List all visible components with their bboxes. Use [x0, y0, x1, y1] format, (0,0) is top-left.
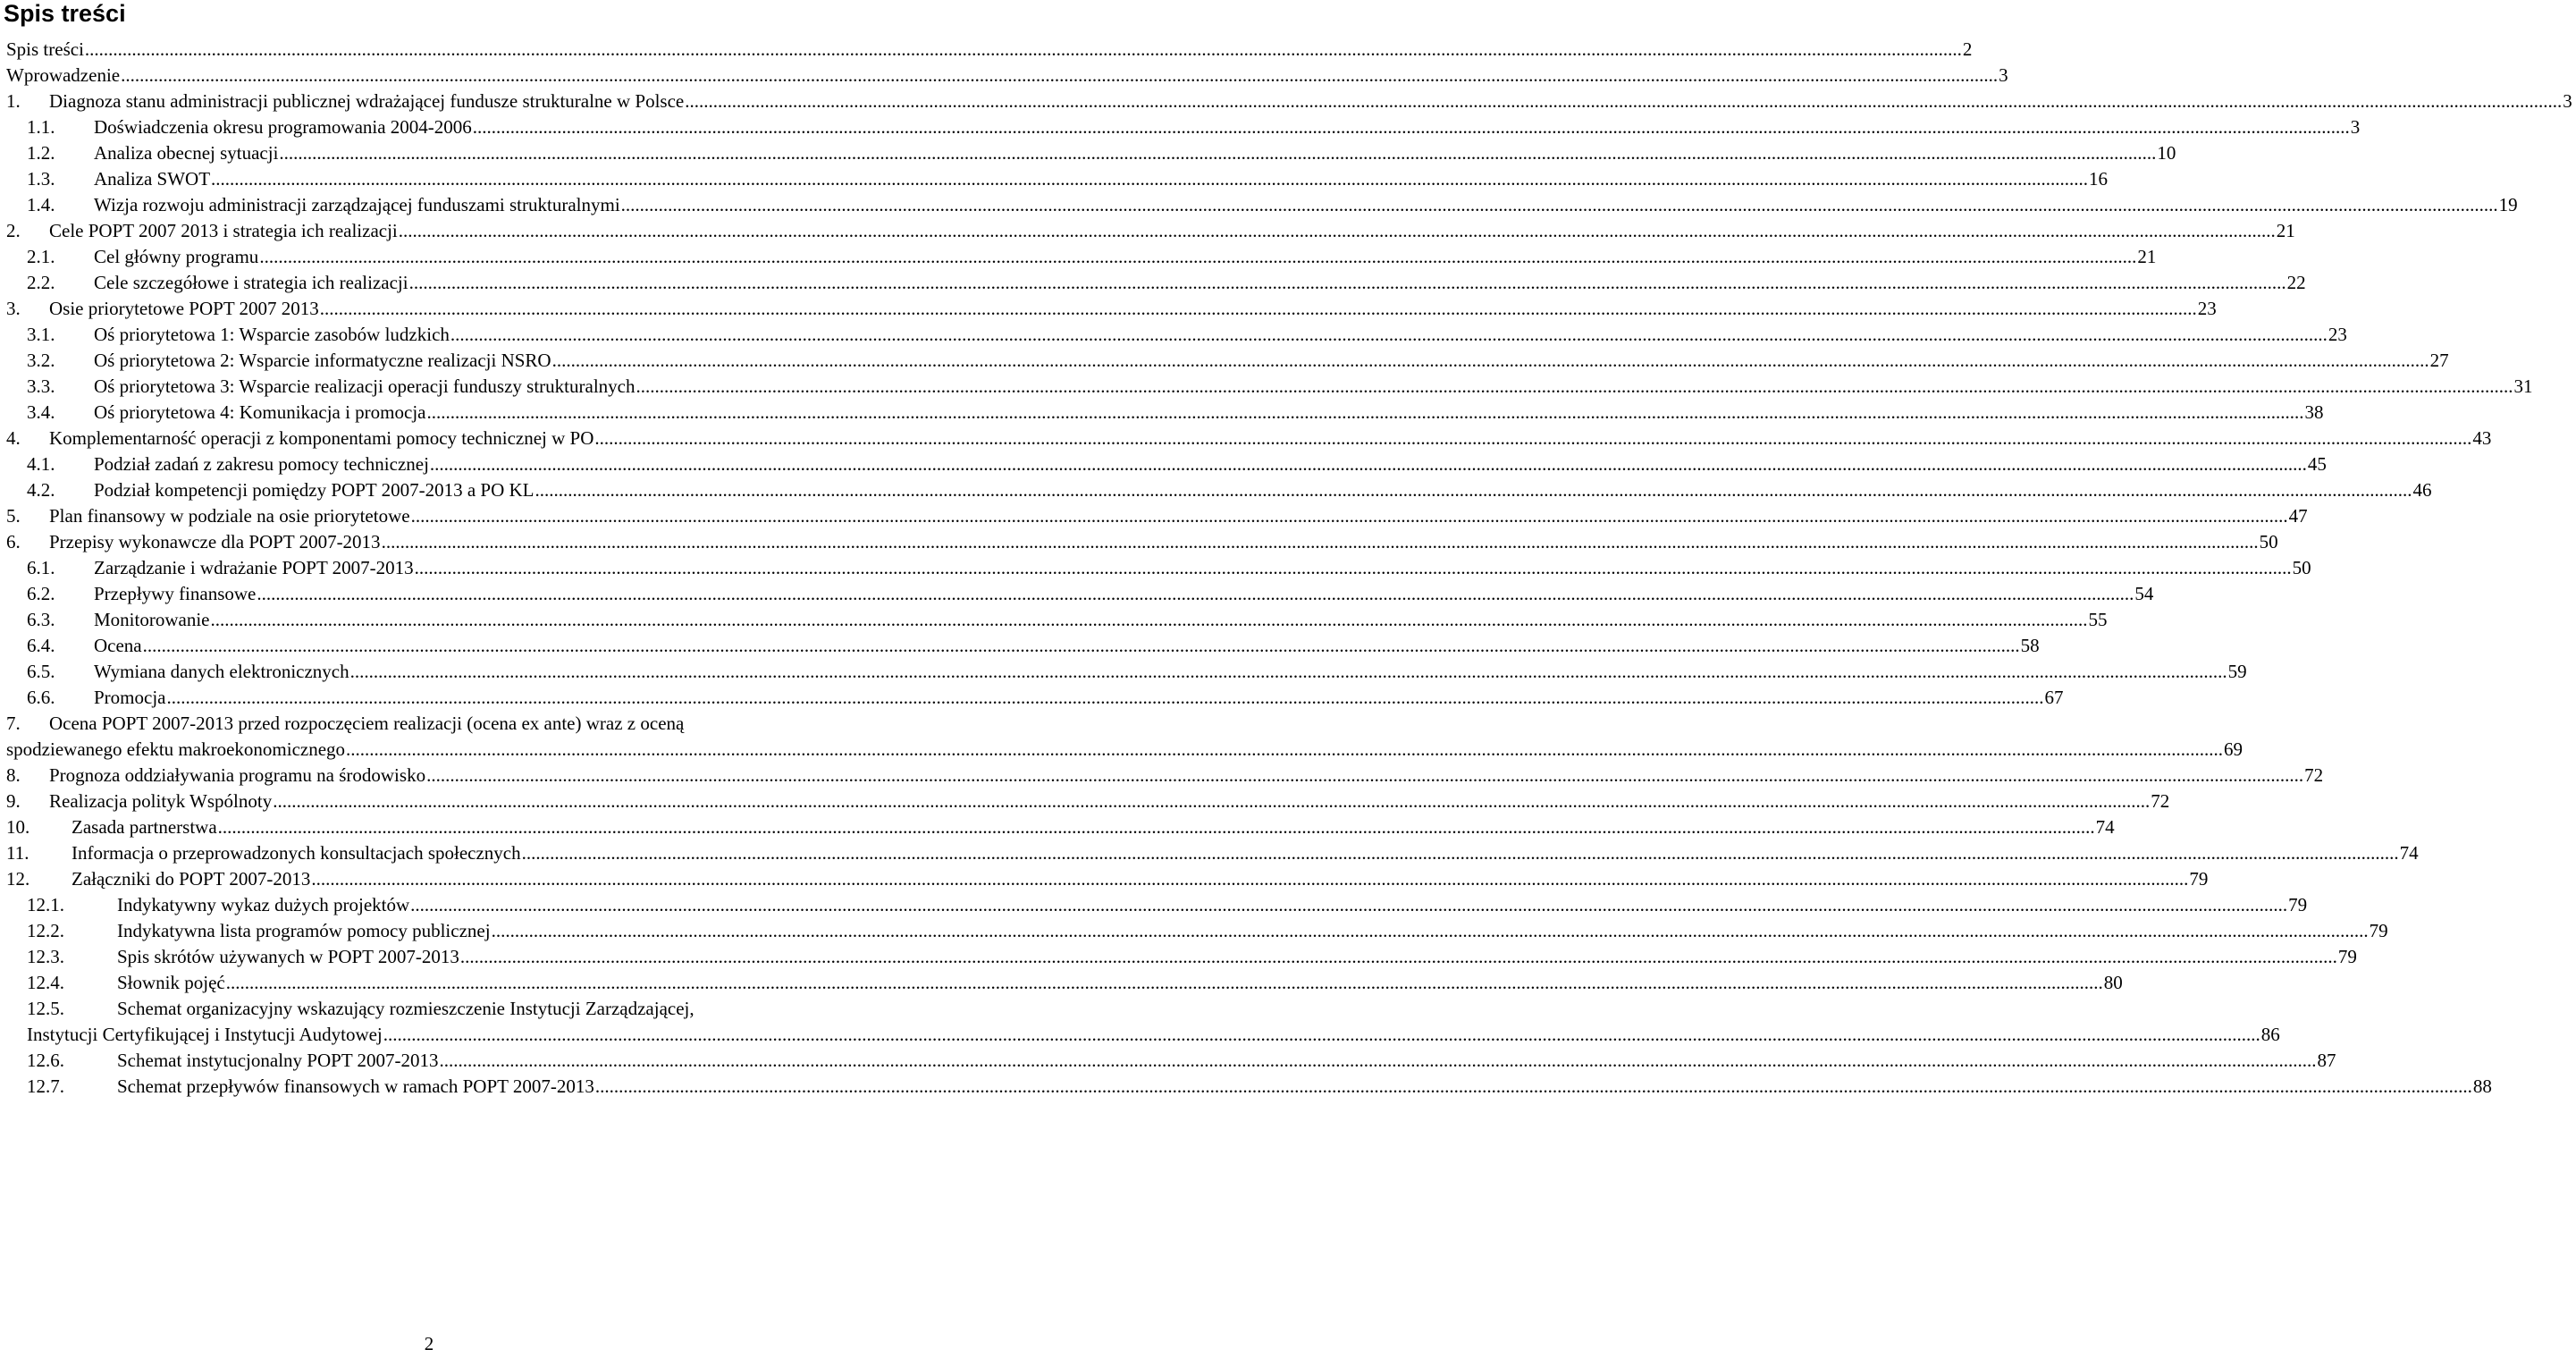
toc-entry-title: Oś priorytetowa 2: Wsparcie informatyczne realizacji NSRO [94, 350, 551, 371]
toc-leader-dots: ................................................................................................................................................................................................................................................................................................................................................................................................................ [459, 946, 2337, 967]
toc-entry-number: 6. [6, 531, 21, 552]
toc-entry-page: 50 [2292, 557, 2311, 578]
toc-entry-page: 59 [2227, 661, 2247, 682]
toc-leader-dots: ................................................................................................................................................................................................................................................................................................................................................................................................................ [259, 246, 2137, 267]
toc-leader-dots: ................................................................................................................................................................................................................................................................................................................................................................................................................ [217, 816, 2095, 838]
toc-entry-title: Cel główny programu [94, 246, 259, 267]
toc-entry[interactable] [0, 996, 2280, 1048]
toc-entry[interactable] [0, 789, 2170, 814]
toc-entry-page: 16 [2089, 168, 2109, 190]
toc-entry[interactable] [0, 89, 2572, 114]
toc-entry[interactable] [0, 840, 2419, 866]
toc-leader-dots: ................................................................................................................................................................................................................................................................................................................................................................................................................ [408, 272, 2286, 293]
toc-entry-page: 21 [2276, 220, 2295, 241]
toc-entry-page: 54 [2134, 583, 2154, 604]
toc-entry-page: 3 [2350, 116, 2361, 138]
toc-entry-page: 27 [2429, 350, 2449, 371]
toc-entry-page: 21 [2137, 246, 2157, 267]
toc-entry[interactable] [0, 37, 1973, 63]
toc-entry-number: 12.2. [27, 920, 64, 941]
toc-leader-dots: ................................................................................................................................................................................................................................................................................................................................................................................................................ [439, 1050, 2317, 1071]
toc-entry[interactable] [0, 555, 2311, 581]
toc-entry-title: Plan finansowy w podziale na osie priorytetowe [49, 505, 410, 527]
toc-entry[interactable] [0, 1074, 2492, 1100]
toc-entry-page: 74 [2399, 842, 2419, 864]
toc-entry-title-continued: Instytucji Certyfikującej i Instytucji Audytowej [27, 1024, 383, 1045]
toc-entry[interactable] [0, 763, 2324, 789]
toc-entry-title: Schemat organizacyjny wskazujący rozmieszczenie Instytucji Zarządzającej, [117, 998, 695, 1019]
toc-entry-page: 72 [2304, 764, 2324, 786]
toc-leader-dots: ................................................................................................................................................................................................................................................................................................................................................................................................................ [521, 842, 2399, 864]
toc-entry-page: 31 [2513, 375, 2533, 397]
toc-entry-number: 4. [6, 427, 21, 449]
toc-entry-page: 69 [2224, 738, 2243, 760]
toc-entry-title: Ocena POPT 2007-2013 przed rozpoczęciem realizacji (ocena ex ante) wraz z oceną [49, 713, 685, 734]
toc-entry-number: 6.4. [27, 635, 55, 656]
toc-entry-title: Przepisy wykonawcze dla POPT 2007-2013 [49, 531, 381, 552]
toc-entry-title: Cele szczegółowe i strategia ich realizacji [94, 272, 408, 293]
toc-entry-title: Monitorowanie [94, 609, 210, 630]
toc-entry[interactable] [0, 581, 2154, 607]
toc-entry-number: 8. [6, 764, 21, 786]
toc-entry[interactable] [0, 166, 2109, 192]
toc-leader-dots: ................................................................................................................................................................................................................................................................................................................................................................................................................ [472, 116, 2350, 138]
toc-entry[interactable] [0, 659, 2247, 685]
toc-leader-dots: ................................................................................................................................................................................................................................................................................................................................................................................................................ [349, 661, 2227, 682]
toc-entry-number: 12.4. [27, 972, 64, 993]
toc-entry[interactable] [0, 140, 2176, 166]
toc-leader-dots: ................................................................................................................................................................................................................................................................................................................................................................................................................ [414, 557, 2292, 578]
page-title: Spis treści [4, 0, 126, 27]
toc-entry-number: 9. [6, 790, 21, 812]
toc-entry-title: Wprowadzenie [6, 64, 121, 86]
toc-entry[interactable] [0, 400, 2324, 426]
toc-entry-page: 80 [2103, 972, 2123, 993]
toc-entry-page: 88 [2472, 1075, 2492, 1097]
toc-leader-dots: ................................................................................................................................................................................................................................................................................................................................................................................................................ [257, 583, 2134, 604]
toc-entry-page: 23 [2328, 324, 2347, 345]
toc-entry[interactable] [0, 607, 2108, 633]
toc-entry[interactable] [0, 866, 2209, 892]
toc-entry[interactable] [0, 114, 2361, 140]
toc-entry[interactable] [0, 633, 2040, 659]
toc-entry-number: 10. [6, 816, 30, 838]
toc-leader-dots: ................................................................................................................................................................................................................................................................................................................................................................................................................ [426, 401, 2304, 423]
toc-entry-title: Informacja o przeprowadzonych konsultacjach społecznych [72, 842, 521, 864]
toc-leader-dots: ................................................................................................................................................................................................................................................................................................................................................................................................................ [594, 1075, 2472, 1097]
toc-entry-page: 46 [2412, 479, 2432, 501]
toc-leader-dots: ................................................................................................................................................................................................................................................................................................................................................................................................................ [84, 38, 1962, 60]
toc-entry-number: 12.1. [27, 894, 64, 915]
toc-entry-number: 3. [6, 298, 21, 319]
toc-entry-page: 72 [2151, 790, 2170, 812]
toc-entry-title: Podział zadań z zakresu pomocy technicznej [94, 453, 429, 475]
toc-entry-page: 19 [2498, 194, 2518, 215]
toc-entry-title: Oś priorytetowa 4: Komunikacja i promocja [94, 401, 426, 423]
toc-entry-page: 38 [2304, 401, 2324, 423]
table-of-contents [0, 37, 2572, 1100]
toc-entry-page: 10 [2157, 142, 2176, 164]
toc-entry-title: Promocja [94, 687, 166, 708]
toc-entry[interactable] [0, 374, 2533, 400]
toc-leader-dots: ................................................................................................................................................................................................................................................................................................................................................................................................................ [410, 505, 2288, 527]
toc-leader-dots: ................................................................................................................................................................................................................................................................................................................................................................................................................ [346, 738, 2224, 760]
toc-entry-number: 11. [6, 842, 29, 864]
toc-entry-page: 79 [2369, 920, 2388, 941]
toc-entry-page: 50 [2259, 531, 2278, 552]
toc-entry[interactable] [0, 192, 2518, 218]
toc-entry-number: 2.1. [27, 246, 55, 267]
toc-leader-dots: ................................................................................................................................................................................................................................................................................................................................................................................................................ [429, 453, 2307, 475]
toc-leader-dots: ................................................................................................................................................................................................................................................................................................................................................................................................................ [636, 375, 2513, 397]
toc-entry-title: Oś priorytetowa 1: Wsparcie zasobów ludzkich [94, 324, 450, 345]
toc-entry[interactable] [0, 477, 2432, 503]
toc-entry[interactable] [0, 814, 2115, 840]
toc-entry-number: 7. [6, 713, 21, 734]
toc-entry-title: Spis skrótów używanych w POPT 2007-2013 [117, 946, 459, 967]
toc-entry-number: 3.3. [27, 375, 55, 397]
toc-leader-dots: ................................................................................................................................................................................................................................................................................................................................................................................................................ [381, 531, 2259, 552]
toc-entry-title: Doświadczenia okresu programowania 2004-2006 [94, 116, 472, 138]
toc-entry-number: 12. [6, 868, 30, 890]
toc-leader-dots: ................................................................................................................................................................................................................................................................................................................................................................................................................ [620, 194, 2498, 215]
toc-leader-dots: ................................................................................................................................................................................................................................................................................................................................................................................................................ [594, 427, 2472, 449]
toc-entry-title: Wizja rozwoju administracji zarządzającej funduszami strukturalnymi [94, 194, 620, 215]
toc-entry-number: 4.2. [27, 479, 55, 501]
toc-entry[interactable] [0, 503, 2308, 529]
toc-entry-page: 86 [2260, 1024, 2280, 1045]
toc-entry[interactable] [0, 711, 2243, 763]
toc-entry-page: 67 [2044, 687, 2064, 708]
toc-entry-title: Wymiana danych elektronicznych [94, 661, 349, 682]
toc-entry-title: Indykatywna lista programów pomocy publicznej [117, 920, 491, 941]
toc-entry-title: Osie priorytetowe POPT 2007 2013 [49, 298, 319, 319]
toc-entry-number: 5. [6, 505, 21, 527]
toc-entry[interactable] [0, 529, 2278, 555]
toc-entry-page: 79 [2288, 894, 2308, 915]
toc-leader-dots: ................................................................................................................................................................................................................................................................................................................................................................................................................ [398, 220, 2276, 241]
toc-entry-number: 12.3. [27, 946, 64, 967]
toc-entry[interactable] [0, 426, 2492, 451]
toc-leader-dots: ................................................................................................................................................................................................................................................................................................................................................................................................................ [410, 894, 2288, 915]
toc-entry-page: 79 [2337, 946, 2357, 967]
toc-entry-page: 23 [2197, 298, 2217, 319]
toc-entry-title: Słownik pojęć [117, 972, 225, 993]
toc-entry-title: Komplementarność operacji z komponentami pomocy technicznej w PO [49, 427, 594, 449]
toc-leader-dots: ................................................................................................................................................................................................................................................................................................................................................................................................................ [279, 142, 2157, 164]
toc-entry-title: Cele POPT 2007 2013 i strategia ich realizacji [49, 220, 398, 241]
toc-entry[interactable] [0, 270, 2306, 296]
toc-entry-title: Zarządzanie i wdrażanie POPT 2007-2013 [94, 557, 414, 578]
toc-entry[interactable] [0, 970, 2123, 996]
toc-entry-title: Ocena [94, 635, 142, 656]
toc-entry-number: 6.2. [27, 583, 55, 604]
toc-entry-number: 6.5. [27, 661, 55, 682]
toc-leader-dots: ................................................................................................................................................................................................................................................................................................................................................................................................................ [319, 298, 2197, 319]
toc-entry[interactable] [0, 322, 2347, 348]
toc-entry[interactable] [0, 451, 2327, 477]
toc-entry-title: Załączniki do POPT 2007-2013 [72, 868, 311, 890]
toc-entry-number: 12.7. [27, 1075, 64, 1097]
toc-entry-number: 6.6. [27, 687, 55, 708]
toc-entry-page: 74 [2095, 816, 2115, 838]
toc-entry-number: 1.4. [27, 194, 55, 215]
toc-leader-dots: ................................................................................................................................................................................................................................................................................................................................................................................................................ [166, 687, 2044, 708]
toc-leader-dots: ................................................................................................................................................................................................................................................................................................................................................................................................................ [383, 1024, 2260, 1045]
toc-leader-dots: ................................................................................................................................................................................................................................................................................................................................................................................................................ [142, 635, 2020, 656]
toc-leader-dots: ................................................................................................................................................................................................................................................................................................................................................................................................................ [273, 790, 2151, 812]
toc-entry-title: Prognoza oddziaływania programu na środowisko [49, 764, 426, 786]
toc-entry[interactable] [0, 685, 2064, 711]
toc-entry-title: Podział kompetencji pomiędzy POPT 2007-2013 a PO KL [94, 479, 535, 501]
toc-entry-number: 6.1. [27, 557, 55, 578]
toc-leader-dots: ................................................................................................................................................................................................................................................................................................................................................................................................................ [121, 64, 1999, 86]
toc-leader-dots: ................................................................................................................................................................................................................................................................................................................................................................................................................ [450, 324, 2328, 345]
toc-leader-dots: ................................................................................................................................................................................................................................................................................................................................................................................................................ [491, 920, 2369, 941]
toc-entry[interactable] [0, 918, 2388, 944]
toc-entry-page: 45 [2307, 453, 2327, 475]
toc-leader-dots: ................................................................................................................................................................................................................................................................................................................................................................................................................ [210, 609, 2088, 630]
toc-entry-title-continued: spodziewanego efektu makroekonomicznego [6, 738, 346, 760]
toc-entry-page: 3 [2563, 90, 2572, 112]
page-number: 2 [424, 1333, 434, 1354]
toc-entry-title: Schemat instytucjonalny POPT 2007-2013 [117, 1050, 439, 1071]
toc-entry-number: 3.4. [27, 401, 55, 423]
toc-entry[interactable] [0, 944, 2357, 970]
toc-entry-page: 55 [2088, 609, 2108, 630]
toc-entry[interactable] [0, 63, 2008, 89]
toc-entry-number: 3.1. [27, 324, 55, 345]
toc-entry-page: 58 [2020, 635, 2040, 656]
toc-entry-title: Schemat przepływów finansowych w ramach POPT 2007-2013 [117, 1075, 594, 1097]
toc-entry[interactable] [0, 1048, 2336, 1074]
toc-entry-number: 1.2. [27, 142, 55, 164]
toc-entry[interactable] [0, 244, 2157, 270]
toc-entry-number: 1.1. [27, 116, 55, 138]
toc-entry-title: Przepływy finansowe [94, 583, 257, 604]
toc-entry-title: Analiza SWOT [94, 168, 211, 190]
toc-entry-number: 6.3. [27, 609, 55, 630]
toc-entry-number: 2. [6, 220, 21, 241]
toc-entry-title: Spis treści [6, 38, 84, 60]
toc-entry-page: 3 [1999, 64, 2008, 86]
toc-entry-number: 3.2. [27, 350, 55, 371]
toc-entry-title: Diagnoza stanu administracji publicznej wdrażającej fundusze strukturalne w Polsce [49, 90, 685, 112]
toc-entry-number: 12.5. [27, 998, 64, 1019]
toc-entry[interactable] [0, 348, 2449, 374]
toc-entry[interactable] [0, 296, 2217, 322]
toc-entry-number: 2.2. [27, 272, 55, 293]
toc-entry-number: 1. [6, 90, 21, 112]
toc-leader-dots: ................................................................................................................................................................................................................................................................................................................................................................................................................ [311, 868, 2189, 890]
toc-leader-dots: ................................................................................................................................................................................................................................................................................................................................................................................................................ [211, 168, 2089, 190]
toc-entry-page: 2 [1962, 38, 1973, 60]
toc-entry[interactable] [0, 218, 2295, 244]
toc-leader-dots: ................................................................................................................................................................................................................................................................................................................................................................................................................ [535, 479, 2412, 501]
toc-entry-page: 22 [2286, 272, 2306, 293]
toc-entry-title: Zasada partnerstwa [72, 816, 217, 838]
toc-entry[interactable] [0, 892, 2308, 918]
toc-entry-number: 4.1. [27, 453, 55, 475]
toc-entry-page: 43 [2472, 427, 2492, 449]
toc-leader-dots: ................................................................................................................................................................................................................................................................................................................................................................................................................ [551, 350, 2429, 371]
toc-entry-title: Realizacja polityk Wspólnoty [49, 790, 273, 812]
toc-entry-page: 47 [2288, 505, 2308, 527]
toc-leader-dots: ................................................................................................................................................................................................................................................................................................................................................................................................................ [685, 90, 2563, 112]
toc-entry-number: 1.3. [27, 168, 55, 190]
toc-entry-number: 12.6. [27, 1050, 64, 1071]
toc-entry-title: Analiza obecnej sytuacji [94, 142, 279, 164]
toc-leader-dots: ................................................................................................................................................................................................................................................................................................................................................................................................................ [225, 972, 2103, 993]
toc-entry-page: 87 [2317, 1050, 2336, 1071]
toc-entry-title: Indykatywny wykaz dużych projektów [117, 894, 410, 915]
toc-entry-title: Oś priorytetowa 3: Wsparcie realizacji operacji funduszy strukturalnych [94, 375, 636, 397]
toc-leader-dots: ................................................................................................................................................................................................................................................................................................................................................................................................................ [426, 764, 2304, 786]
toc-entry-page: 79 [2189, 868, 2209, 890]
